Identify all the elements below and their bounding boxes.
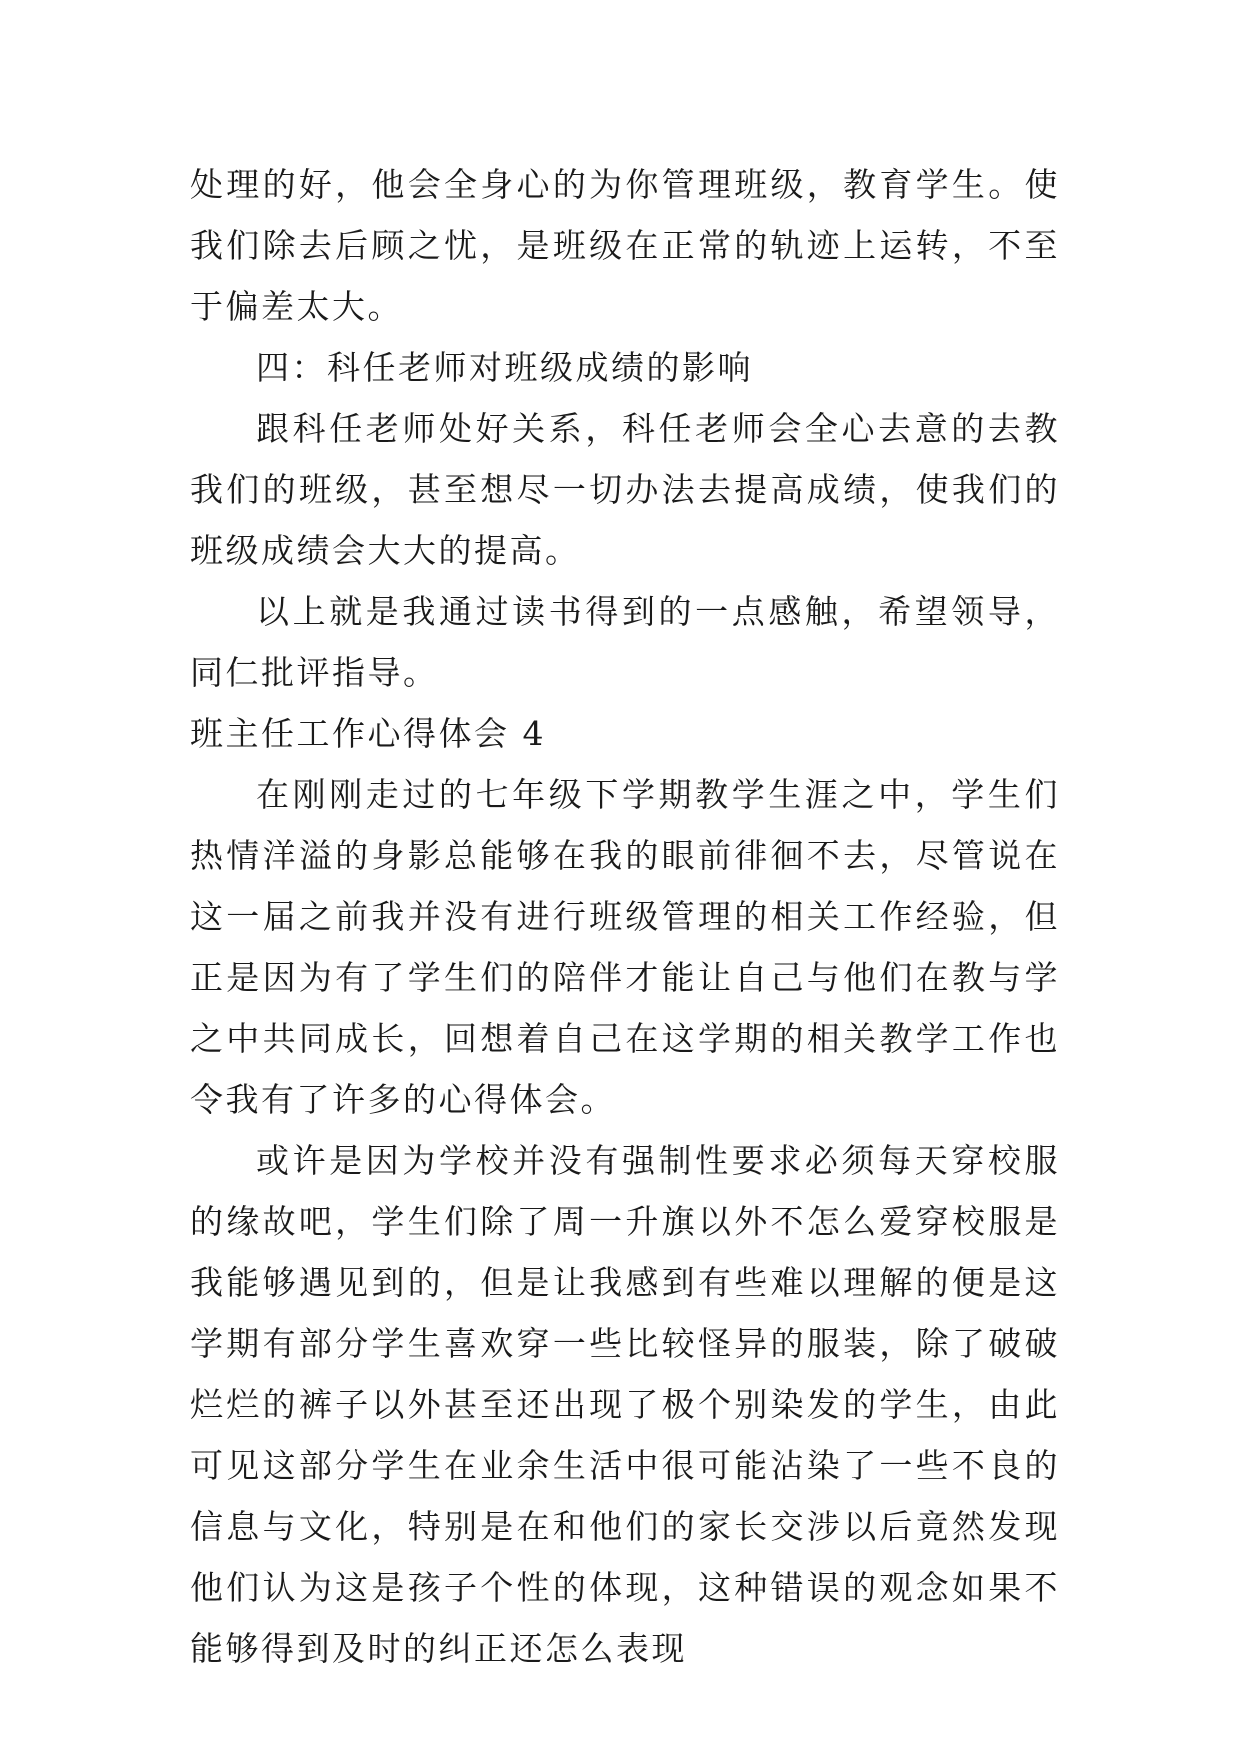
- paragraph-5: 或许是因为学校并没有强制性要求必须每天穿校服的缘故吧，学生们除了周一升旗以外不怎么爱穿校服是我能够遇见到的，但是让我感到有些难以理解的便是这学期有部分学生喜欢穿一些比较怪异的服装，除了破破烂烂的裤子以外甚至还出现了极个别染发的学生，由此可见这部分学生在业余生活中很可能沾染了一些不良的信息与文化，特别是在和他们的家长交涉以后竟然发现他们认为这是孩子个性的体现，这种错误的观念如果不能够得到及时的纠正还怎么表现: [190, 1141, 1060, 1668]
- section-heading-4: 四：科任老师对班级成绩的影响: [256, 348, 753, 387]
- paragraph-2: 跟科任老师处好关系，科任老师会全心去意的去教我们的班级，甚至想尽一切办法去提高成绩，使我们的班级成绩会大大的提高。: [190, 409, 1060, 570]
- paragraph-4: 在刚刚走过的七年级下学期教学生涯之中，学生们热情洋溢的身影总能够在我的眼前徘徊不去，尽管说在这一届之前我并没有进行班级管理的相关工作经验，但正是因为有了学生们的陪伴才能让自己与他们在教与学之中共同成长，回想着自己在这学期的相关教学工作也令我有了许多的心得体会。: [190, 775, 1060, 1119]
- paragraph-1: 处理的好，他会全身心的为你管理班级，教育学生。使我们除去后顾之忧，是班级在正常的轨迹上运转，不至于偏差太大。: [190, 165, 1060, 326]
- document-body: [190, 154, 1060, 1679]
- article-title: 班主任工作心得体会 4: [190, 714, 546, 753]
- paragraph-3: 以上就是我通过读书得到的一点感触，希望领导，同仁批评指导。: [190, 592, 1060, 692]
